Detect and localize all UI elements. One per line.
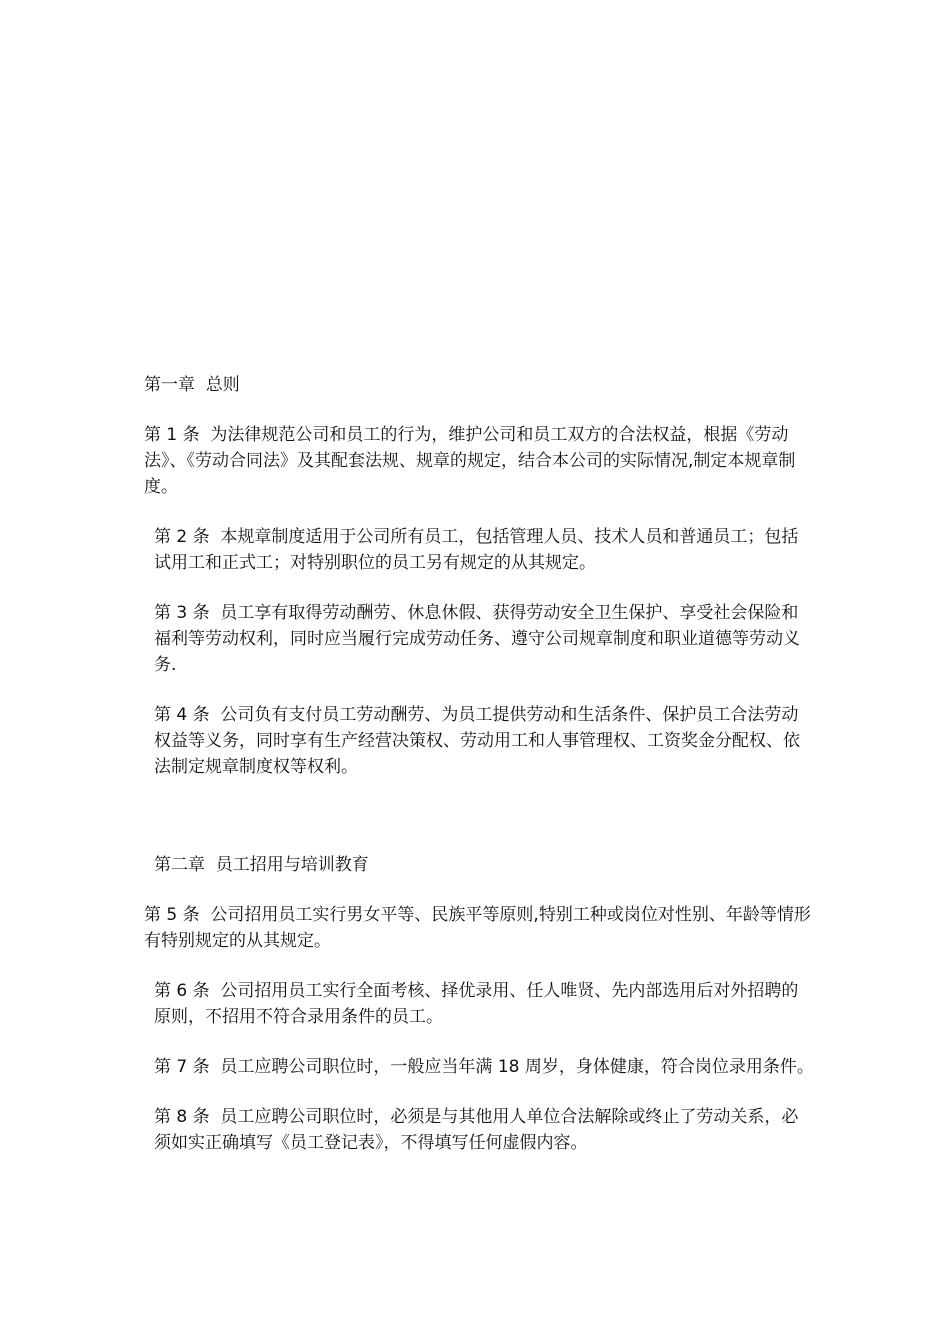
article-4: 第 4 条 公司负有支付员工劳动酬劳、为员工提供劳动和生活条件、保护员工合法劳动权益等义务，同时享有生产经营决策权、劳动用工和人事管理权、工资奖金分配权、依法制定规章制度权等权利。: [154, 705, 800, 777]
article-1: 第 1 条 为法律规范公司和员工的行为，维护公司和员工双方的合法权益，根据《劳动法》、《劳动合同法》及其配套法规、规章的规定，结合本公司的实际情况,制定本规章制度。: [144, 425, 796, 497]
article-7: 第 7 条 员工应聘公司职位时，一般应当年满 18 周岁，身体健康，符合岗位录用条件。: [154, 1057, 814, 1077]
chapter-1-title: 第一章 总则: [144, 375, 240, 395]
article-6: 第 6 条 公司招用员工实行全面考核、择优录用、任人唯贤、先内部选用后对外招聘的原则，不招用不符合录用条件的员工。: [154, 981, 799, 1027]
article-3: 第 3 条 员工享有取得劳动酬劳、休息休假、获得劳动安全卫生保护、享受社会保险和福利等劳动权利，同时应当履行完成劳动任务、遵守公司规章制度和职业道德等劳动义务.: [154, 603, 800, 675]
article-8: 第 8 条 员工应聘公司职位时，必须是与其他用人单位合法解除或终止了劳动关系，必须如实正确填写《员工登记表》，不得填写任何虚假内容。: [154, 1107, 799, 1153]
article-5: 第 5 条 公司招用员工实行男女平等、民族平等原则,特别工种或岗位对性别、年龄等情形有特别规定的从其规定。: [144, 905, 811, 951]
chapter-2-title: 第二章 员工招用与培训教育: [154, 855, 369, 875]
article-2: 第 2 条 本规章制度适用于公司所有员工，包括管理人员、技术人员和普通员工；包括试用工和正式工；对特别职位的员工另有规定的从其规定。: [154, 527, 799, 573]
document-body: [144, 372, 814, 1156]
